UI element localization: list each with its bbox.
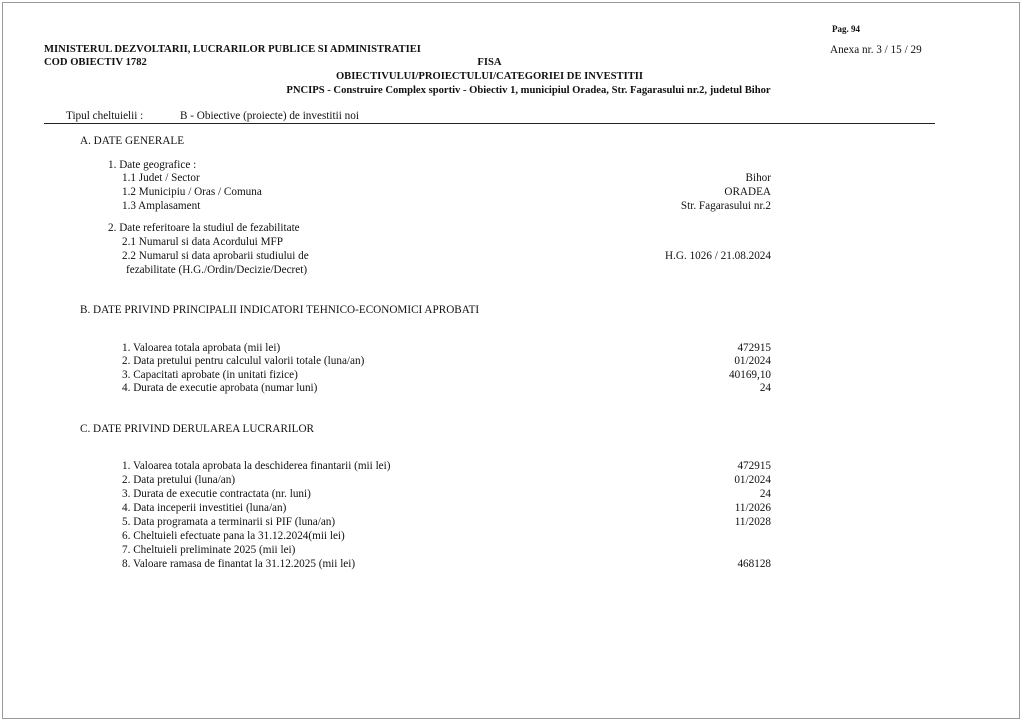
geo-item-value: Bihor	[745, 172, 771, 184]
section-b-title: B. DATE PRIVIND PRINCIPALII INDICATORI TEHNICO-ECONOMICI APROBATI	[80, 304, 480, 316]
progress-label: 2. Data pretului (luna/an)	[122, 474, 236, 486]
ministry-name: MINISTERUL DEZVOLTARII, LUCRARILOR PUBLICE SI ADMINISTRATIEI	[44, 44, 421, 55]
geo-item-label: 1.2 Municipiu / Oras / Comuna	[122, 186, 262, 198]
title-fisa: FISA	[477, 57, 502, 68]
expense-type-value: B - Obiective (proiecte) de investitii noi	[180, 110, 359, 122]
section-a-title: A. DATE GENERALE	[80, 135, 185, 147]
title-project: PNCIPS - Construire Complex sportiv - Obiectiv 1, municipiul Oradea, Str. Fagarasului nr.2, judetul Bihor	[286, 85, 771, 96]
progress-value: 11/2026	[734, 502, 771, 514]
geo-item-value: ORADEA	[724, 186, 771, 198]
object-code: COD OBIECTIV 1782	[44, 57, 147, 68]
section-c-title: C. DATE PRIVIND DERULAREA LUCRARILOR	[80, 423, 315, 435]
indicator-label: 2. Data pretului pentru calculul valorii totale (luna/an)	[122, 355, 365, 367]
progress-value: 11/2028	[734, 516, 771, 528]
indicator-value: 40169,10	[729, 369, 771, 381]
progress-label: 5. Data programata a terminarii si PIF (luna/an)	[122, 516, 336, 528]
geo-item-label: 1.1 Judet / Sector	[122, 172, 200, 184]
progress-value: 472915	[737, 460, 771, 472]
indicator-label: 3. Capacitati aprobate (in unitati fizice)	[122, 369, 298, 381]
indicator-value: 472915	[737, 342, 771, 354]
feasibility-title: 2. Date referitoare la studiul de fezabilitate	[108, 222, 300, 234]
progress-label: 6. Cheltuieli efectuate pana la 31.12.2024(mii lei)	[122, 530, 345, 542]
progress-label: 7. Cheltuieli preliminate 2025 (mii lei)	[122, 544, 296, 556]
page-number: Pag. 94	[832, 24, 860, 34]
indicator-label: 1. Valoarea totala aprobata (mii lei)	[122, 342, 281, 354]
indicator-value: 01/2024	[734, 355, 771, 367]
feasibility-item-label: 2.2 Numarul si data aprobarii studiului de	[122, 250, 309, 262]
feasibility-item-label: fezabilitate (H.G./Ordin/Decizie/Decret)	[126, 264, 308, 276]
progress-value: 01/2024	[734, 474, 771, 486]
header-divider	[44, 123, 935, 124]
progress-label: 1. Valoarea totala aprobata la deschiderea finantarii (mii lei)	[122, 460, 391, 472]
indicator-value: 24	[759, 382, 771, 394]
geo-title: 1. Date geografice :	[108, 159, 197, 171]
expense-type-label: Tipul cheltuielii :	[66, 110, 144, 122]
progress-label: 3. Durata de executie contractata (nr. luni)	[122, 488, 311, 500]
progress-value: 24	[759, 488, 771, 500]
annex-number: Anexa nr. 3 / 15 / 29	[830, 44, 922, 56]
feasibility-item-label: 2.1 Numarul si data Acordului MFP	[122, 236, 283, 248]
feasibility-item-value: H.G. 1026 / 21.08.2024	[665, 250, 771, 262]
progress-value: 468128	[737, 558, 771, 570]
title-objective: OBIECTIVULUI/PROIECTULUI/CATEGORIEI DE INVESTITII	[335, 71, 644, 82]
indicator-label: 4. Durata de executie aprobata (numar luni)	[122, 382, 318, 394]
geo-item-value: Str. Fagarasului nr.2	[680, 200, 771, 212]
progress-label: 4. Data inceperii investitiei (luna/an)	[122, 502, 287, 514]
progress-label: 8. Valoare ramasa de finantat la 31.12.2025 (mii lei)	[122, 558, 356, 570]
geo-item-label: 1.3 Amplasament	[122, 200, 201, 212]
